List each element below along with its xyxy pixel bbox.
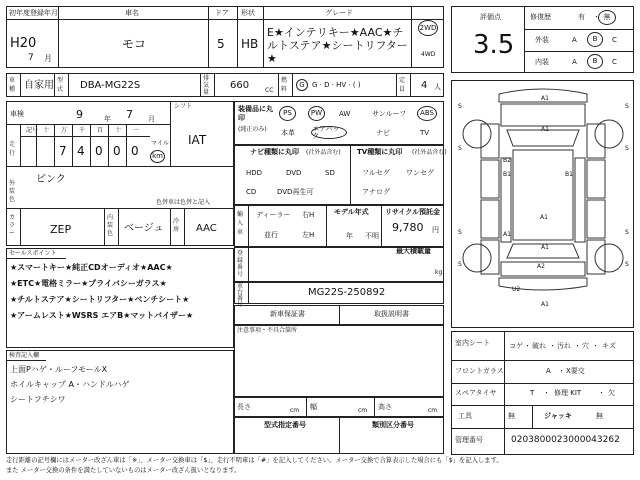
- model-value: DBA-MG22S: [80, 80, 141, 91]
- first-reg-label: 初年度登録年月: [9, 9, 58, 17]
- inspector-label: 検査記入欄: [9, 352, 40, 359]
- shape-label: 形状: [241, 9, 255, 17]
- left-front-door-part: [481, 160, 499, 198]
- disp-value: 660: [230, 80, 250, 91]
- tv-sub: (社外品含む): [412, 149, 447, 156]
- repair-label: 修復歴: [530, 13, 551, 21]
- recycle-label: リサイクル預託金: [385, 208, 441, 216]
- windshield-x: X要交: [566, 367, 585, 375]
- ac-label: 冷房: [173, 218, 180, 233]
- max-load-label: 最大積載量: [396, 247, 431, 255]
- abs-circle: ABS: [417, 106, 437, 121]
- mileage-digit-label: 一: [133, 127, 140, 134]
- mgmt-label: 管理番号: [455, 436, 483, 444]
- capacity-unit: 人: [434, 83, 441, 91]
- damage-label: U2: [512, 286, 521, 293]
- left-rear-fender-part: [481, 240, 499, 274]
- door-count: 5: [217, 37, 225, 51]
- mileage-digit: 0: [95, 144, 103, 158]
- reg-no-label: 登録番号: [237, 250, 244, 278]
- shift-label: シフト: [174, 103, 193, 110]
- grade-text: E★インテリキー★AAC★チルトステア★シートリフター★: [267, 26, 408, 65]
- windshield-a: A: [546, 367, 551, 375]
- side-marker: S: [625, 103, 629, 110]
- usage-value: 自家用: [24, 80, 54, 91]
- notes-box: [234, 325, 444, 397]
- front-left-wheel: [463, 120, 491, 148]
- footer-line2: また メーター交換の条件を満たしていないものはメーター改ざん扱いとなります。: [6, 467, 241, 474]
- km-circle: km: [150, 150, 165, 163]
- mileage-digit: 0: [131, 144, 139, 158]
- side-marker: S: [458, 261, 462, 268]
- disp-label: 排気量: [203, 75, 210, 96]
- mileage-digit: 7: [59, 144, 67, 158]
- mileage-digit-label: 万: [61, 127, 68, 134]
- side-marker: S: [458, 145, 462, 152]
- import-label: 輸入車: [237, 211, 244, 236]
- seat-opt-dirt: 汚れ: [557, 342, 571, 350]
- damage-label: A1: [541, 244, 549, 251]
- exterior-label: 外装: [535, 36, 549, 44]
- pw-circle: PW: [308, 106, 325, 121]
- damage-label: B2: [503, 157, 511, 164]
- windshield-label: フロントガラス: [455, 367, 504, 375]
- navi-cd: CD: [246, 188, 257, 196]
- sunroof-label: サンルーフ: [372, 110, 407, 118]
- ps-circle: PS: [279, 106, 296, 121]
- seat-label: 室内シート: [455, 339, 490, 347]
- width-unit: cm: [358, 407, 368, 414]
- equipment-sub: (純正のみ): [238, 126, 267, 133]
- side-marker: S: [625, 261, 629, 268]
- inspection-month-unit: 月: [148, 115, 155, 123]
- color-note: 色替車は色替と記入: [156, 199, 211, 206]
- navi-dvd: DVD: [286, 169, 302, 177]
- spare-tire-t: T: [530, 389, 535, 397]
- interior-label: 内装: [535, 58, 549, 66]
- rear-left-wheel: [463, 244, 491, 272]
- reg-row: [6, 73, 444, 97]
- damage-label: A1: [541, 301, 549, 308]
- navi-title: ナビ種類に丸印: [250, 148, 299, 156]
- interior-c: C: [612, 58, 617, 66]
- max-load-unit: kg: [435, 269, 443, 276]
- tv-title: TV種類に丸印: [357, 148, 403, 156]
- right-pillar-part: [575, 158, 585, 242]
- hood-part: [501, 104, 585, 126]
- chassis-value: MG22S-250892: [308, 287, 386, 298]
- dims-box: [234, 397, 444, 417]
- import-parallel: 並行: [264, 231, 278, 239]
- damage-label: A1: [503, 231, 511, 238]
- side-marker: S: [458, 229, 462, 236]
- inspection-year-unit: 年: [104, 115, 111, 123]
- navi-hdd: HDD: [246, 169, 263, 177]
- mileage-label: 走行: [9, 141, 16, 157]
- mileage-digit-label: 十: [43, 127, 50, 134]
- reg-year: H20: [10, 36, 37, 51]
- recycle-amount: 9,780: [392, 221, 424, 234]
- reg-month: 7: [28, 53, 34, 63]
- mileage-symbol-label: 記号: [26, 127, 39, 134]
- inspector-note-item: ホイルキャップ A・ハンドルハゲ: [10, 380, 130, 389]
- 2wd-circle: 2WD: [418, 20, 438, 36]
- mgmt-value: 0203800023000043262: [511, 435, 620, 445]
- sales-points-label: セールスポイント: [9, 250, 57, 257]
- seat-opt-scratch: キズ: [602, 342, 616, 350]
- grade-label: グレード: [325, 9, 353, 17]
- body-shape: HB: [241, 37, 259, 51]
- damage-label: B1: [503, 171, 511, 178]
- tools-value: 無: [508, 412, 515, 420]
- length-unit: cm: [290, 407, 300, 414]
- airbag-circle: エアバック: [311, 126, 347, 139]
- reg-month-unit: 月: [44, 54, 52, 63]
- interior-color-value: ベージュ: [124, 223, 164, 234]
- side-marker: S: [625, 229, 629, 236]
- capacity-label: 定員: [399, 77, 406, 93]
- navi-sub: (社外品含む): [306, 149, 341, 156]
- exterior-c: C: [612, 36, 617, 44]
- repair-yes: 有: [578, 13, 585, 21]
- roof-part: [513, 150, 573, 240]
- sales-point-item: ★チルトステア★シートリフター★ベンチシート★: [10, 295, 190, 304]
- inspection-month: 7: [126, 108, 133, 121]
- usage-label: 車種: [9, 77, 16, 93]
- seat-opt-hole: 穴: [582, 342, 589, 350]
- front-right-wheel: [595, 120, 623, 148]
- interior-b-circle: B: [587, 54, 603, 69]
- mileage-digit: 0: [113, 144, 121, 158]
- interior-color-label: 内装色: [107, 214, 114, 237]
- aw-label: AW: [339, 110, 351, 118]
- damage-label: A1: [541, 126, 549, 133]
- right-rear-fender-part: [587, 240, 605, 274]
- car-name: モコ: [122, 37, 147, 51]
- color-code-label: カラー: [9, 214, 16, 237]
- door-label: ドア: [215, 9, 229, 17]
- mileage-digit-label: 千: [79, 127, 86, 134]
- ac-value: AAC: [196, 223, 217, 234]
- color-value: ピンク: [36, 174, 66, 185]
- model-label: 型式: [57, 77, 64, 93]
- tv-label: TV: [420, 129, 430, 137]
- navi-sd: SD: [325, 169, 335, 177]
- right-rear-door-part: [587, 200, 605, 238]
- mile-label: マイル: [151, 140, 169, 147]
- shift-value: IAT: [188, 133, 207, 147]
- sales-point-item: ★ETC★電格ミラー★プライバシーガラス★: [10, 279, 167, 288]
- sales-point-item: ★スマートキー★純正CDオーディオ★AAC★: [10, 263, 173, 272]
- notes-label: 注意事項・不具合箇所: [237, 327, 298, 334]
- disp-unit: CC: [265, 87, 274, 94]
- jack-label: ジャッキ: [544, 412, 572, 420]
- type-no-label: 型式指定番号: [264, 421, 306, 429]
- height-unit: cm: [428, 407, 438, 414]
- evaluation-label: 評価点: [480, 13, 501, 21]
- model-year-unit: 年: [346, 232, 353, 240]
- model-year-unknown: 不明: [365, 232, 379, 240]
- fuel-label: 燃料: [281, 77, 288, 93]
- mileage-digit-label: 百: [97, 127, 104, 134]
- mileage-digit-label: 十: [115, 127, 122, 134]
- damage-label: B1: [565, 171, 573, 178]
- tv-oneseg: ワンセグ: [406, 169, 434, 177]
- class-no-label: 類別区分番号: [372, 421, 414, 429]
- color-code-value: ZEP: [50, 223, 72, 236]
- seat-opt-burn: コゲ: [509, 342, 523, 350]
- damage-label: A2: [537, 263, 545, 270]
- exterior-a: A: [572, 36, 577, 44]
- jack-value: 無: [596, 412, 603, 420]
- warranty-label: 新車保証書: [270, 310, 305, 318]
- exterior-b-circle: B: [587, 32, 603, 47]
- inspection-label: 車検: [10, 110, 24, 118]
- spare-tire-kit: 修理 KIT: [554, 389, 582, 397]
- capacity-value: 4: [421, 80, 428, 91]
- 4wd-label: 4WD: [421, 51, 436, 58]
- fuel-g-circle: G: [296, 79, 308, 91]
- inspector-note-item: シートフチシワ: [10, 395, 66, 404]
- tv-analog: アナログ: [362, 188, 390, 196]
- interior-a: A: [572, 58, 577, 66]
- recycle-unit: 円: [432, 226, 439, 234]
- right-front-door-part: [587, 160, 605, 198]
- import-right: 右H: [302, 211, 315, 219]
- import-dealer: ディーラー: [256, 211, 291, 219]
- navi-label: ナビ: [376, 129, 390, 137]
- manual-label: 取扱説明書: [374, 310, 409, 318]
- height-label: 高さ: [378, 403, 392, 411]
- seat-opt-tear: 破れ: [532, 342, 546, 350]
- model-year-label: モデル年式: [334, 208, 369, 216]
- evaluation-score: 3.5: [473, 30, 515, 60]
- chassis-label: 車台番号: [237, 283, 244, 308]
- spare-tire-label: スペアタイヤ: [455, 389, 497, 397]
- navi-dvd-play: DVD再生可: [277, 188, 314, 196]
- inspector-note-item: 上面Pハゲ・ルーフモールX: [10, 365, 108, 374]
- spare-tire-none: 欠: [608, 389, 615, 397]
- damage-label: A1: [541, 95, 549, 102]
- repair-no-circle: 無: [598, 10, 616, 25]
- side-marker: S: [625, 145, 629, 152]
- fuel-options: G · D · HV · ( ): [312, 81, 361, 89]
- import-left: 左H: [302, 231, 315, 239]
- left-rear-door-part: [481, 200, 499, 238]
- car-name-label: 車名: [125, 9, 139, 17]
- mileage-digit: 4: [77, 144, 85, 158]
- leather-label: 本革: [281, 129, 295, 137]
- damage-label: A1: [540, 214, 548, 221]
- inspection-year: 9: [76, 108, 83, 121]
- car-diagram: [451, 80, 634, 328]
- width-label: 幅: [310, 403, 317, 411]
- tv-fullseg: フルセグ: [362, 169, 390, 177]
- color-label: 外装色: [9, 180, 16, 203]
- sales-point-item: ★アームレスト★WSRS エアB★マットバイザー★: [10, 311, 194, 320]
- side-marker: S: [458, 103, 462, 110]
- equipment-label: 装備品に丸印: [238, 105, 273, 122]
- length-label: 長さ: [237, 403, 251, 411]
- tools-label: 工具: [458, 412, 472, 420]
- footer-line1: 走行距離の記号欄にはメーター改ざん車は「※」、メーター交換車は「$」、走行不明車は「#」を記入してください。メーター交換で合算表示した場合にも「$」を記入します。: [6, 457, 503, 464]
- rear-right-wheel: [595, 244, 623, 272]
